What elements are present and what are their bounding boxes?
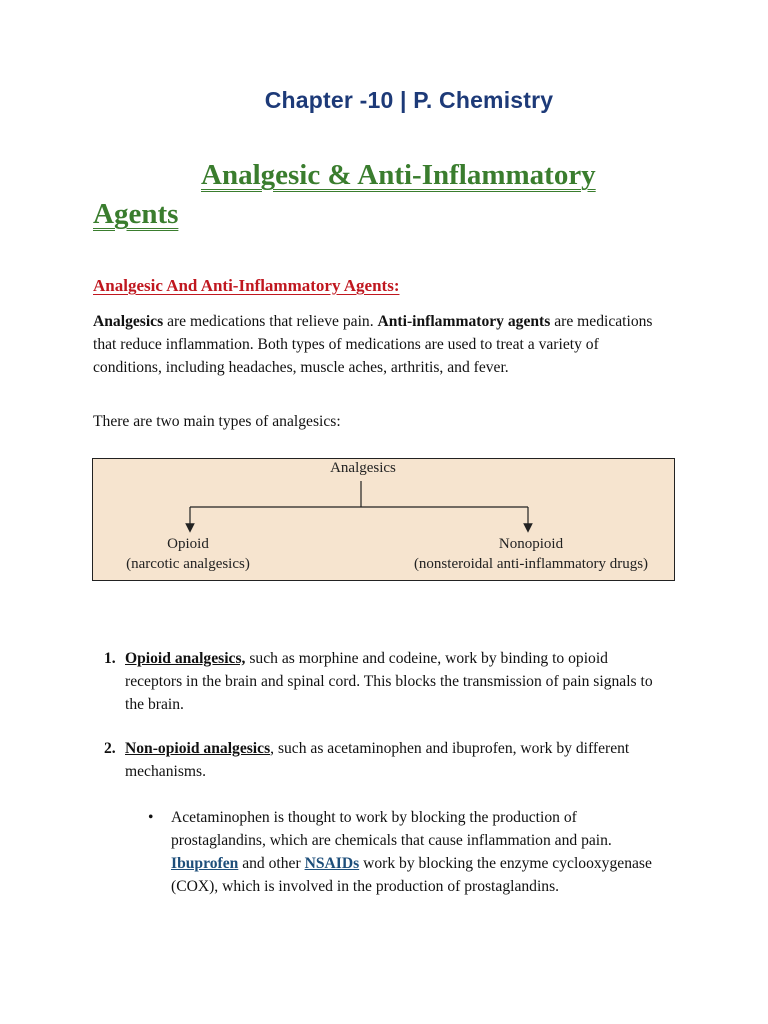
list-item-term: Opioid analgesics, [125, 650, 246, 667]
list-number: 1. [104, 650, 116, 667]
main-title-line2: Agents [93, 198, 179, 230]
intro-text-1: are medications that relieve pain. [163, 313, 378, 330]
anti-inflammatory-term: Anti-inflammatory agents [377, 313, 551, 330]
diagram-nonopioid-node [386, 534, 676, 574]
list-item-text [125, 647, 665, 716]
list-item-body: such as morphine and codeine, work by binding to opioid receptors in the brain and spinal cord. This blocks the transmission of pain signals to the brain. [125, 650, 653, 713]
list-item-term: Non-opioid analgesics [125, 740, 271, 757]
diagram-root-label: Analgesics [330, 460, 396, 476]
list-number: 2. [104, 740, 116, 757]
two-types-paragraph: There are two main types of analgesics: [93, 413, 341, 430]
bullet-icon: • [148, 809, 154, 826]
diagram-nonopioid-title: Nonopioid [498, 536, 564, 552]
list-item-text [125, 737, 665, 783]
analgesics-term: Analgesics [93, 313, 164, 330]
intro-text-2: are medications that reduce inflammation. Both types of medications are used to treat a variety of conditions, including headaches, muscle aches, arthritis, and fever. [93, 313, 653, 376]
bullet-text-3: work by blocking the enzyme cyclooxygenase (COX), which is involved in the production of prostaglandins. [171, 855, 652, 895]
intro-paragraph [93, 310, 665, 379]
main-title [93, 156, 653, 234]
chapter-title: Chapter -10 | P. Chemistry [264, 87, 554, 113]
bullet-text [171, 806, 661, 898]
ibuprofen-link[interactable]: Ibuprofen [171, 855, 239, 872]
diagram-opioid-subtitle: (narcotic analgesics) [126, 556, 250, 572]
analgesics-diagram [92, 458, 675, 581]
nsaids-link[interactable]: NSAIDs [304, 855, 360, 872]
main-title-line1: Analgesic & Anti-Inflammatory [201, 159, 596, 191]
bullet-text-2: and other [238, 855, 305, 872]
bullet-text-1: Acetaminophen is thought to work by blocking the production of prostaglandins, which are chemicals that cause inflammation and pain. [171, 809, 612, 849]
diagram-opioid-node [108, 534, 268, 574]
diagram-opioid-title: Opioid [167, 536, 209, 552]
list-item-body: , such as acetaminophen and ibuprofen, work by different mechanisms. [125, 740, 630, 780]
diagram-nonopioid-subtitle: (nonsteroidal anti-inflammatory drugs) [413, 556, 649, 572]
section-heading: Analgesic And Anti-Inflammatory Agents: [93, 276, 400, 295]
